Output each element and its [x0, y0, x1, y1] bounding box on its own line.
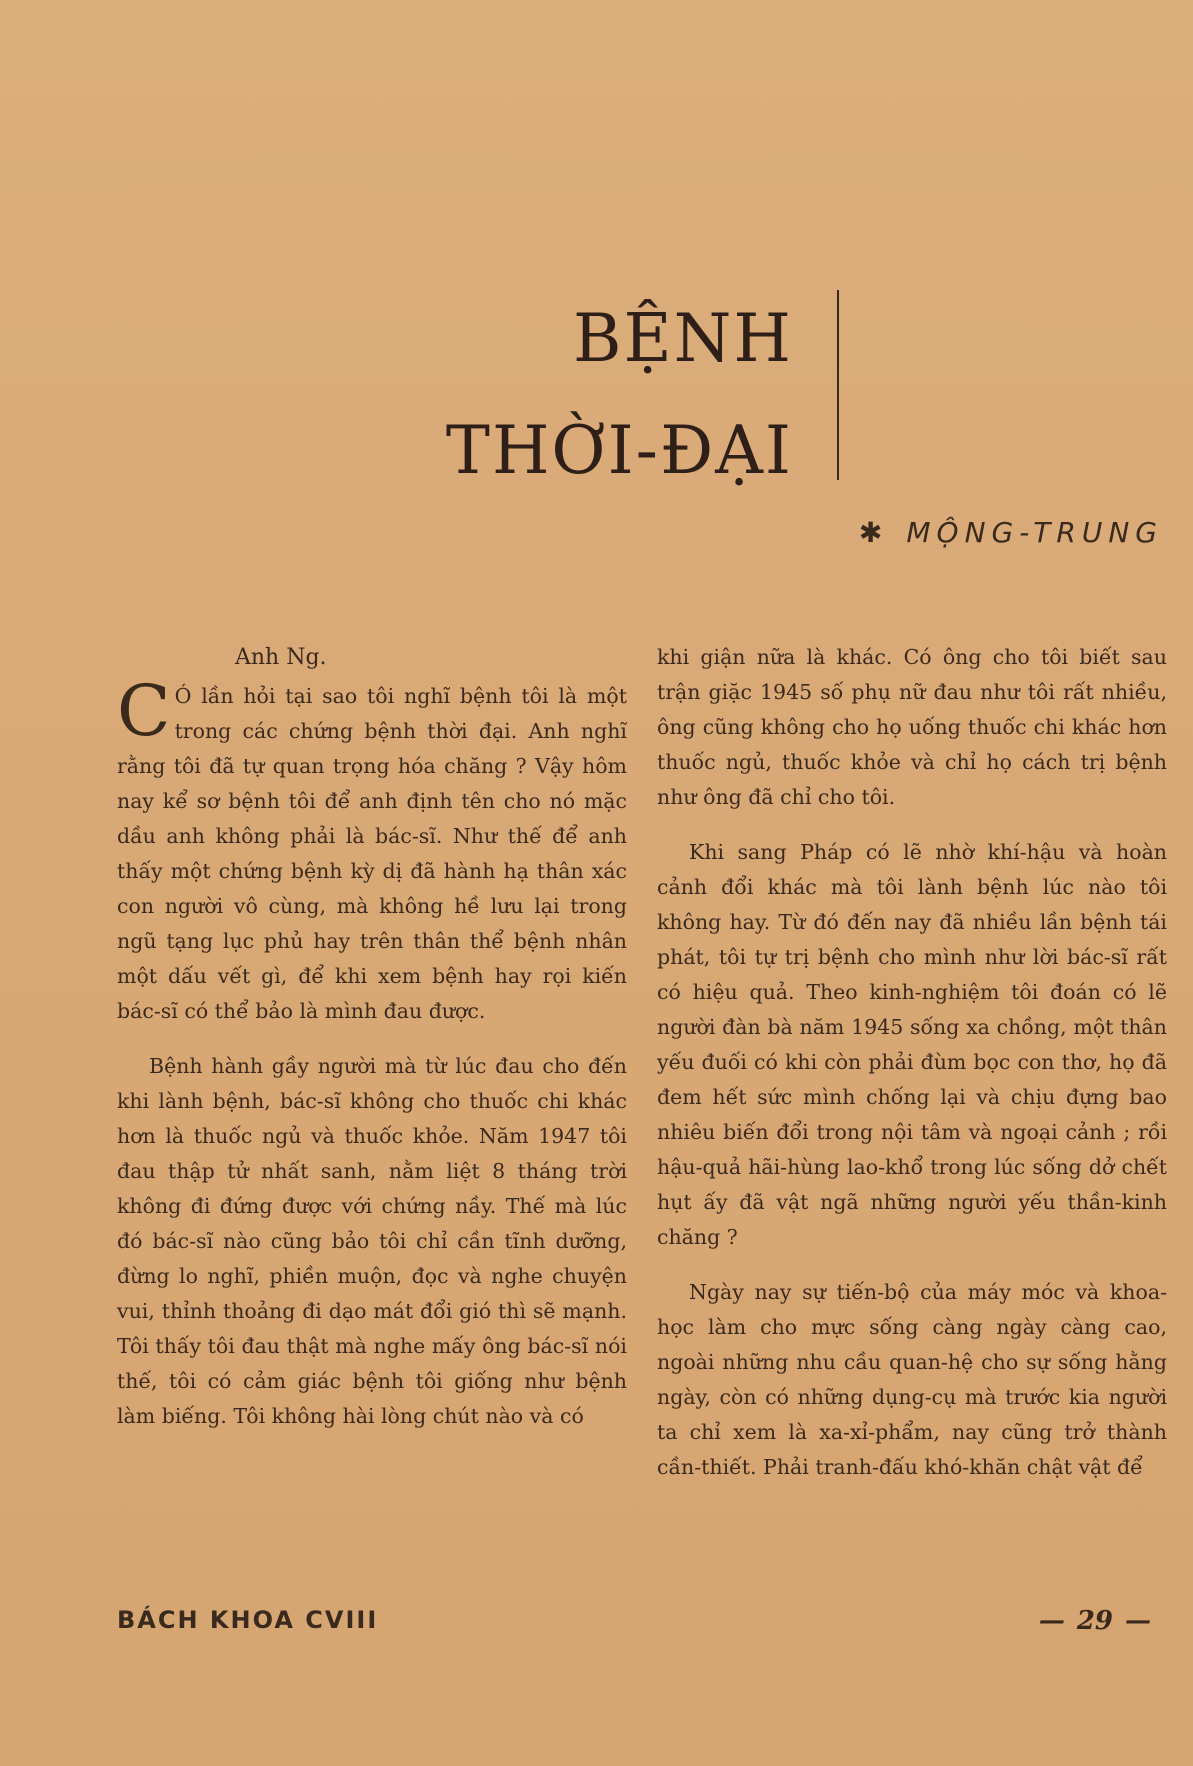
- title-divider: [837, 290, 839, 480]
- paragraph: khi giận nữa là khác. Có ông cho tôi biết sau trận giặc 1945 số phụ nữ đau như tôi rất nhiều, ông cũng không cho họ uống thuốc chi khác hơn thuốc ngủ, thuốc khỏe và chỉ họ cách trị bệnh như ông đã chỉ cho tôi.: [657, 645, 1167, 809]
- dash-left: —: [1038, 1606, 1065, 1636]
- left-text-column: [117, 640, 627, 1454]
- paragraph: [117, 670, 627, 1029]
- star-icon: ✱: [858, 516, 889, 549]
- paragraph: Khi sang Pháp có lẽ nhờ khí-hậu và hoàn cảnh đổi khác mà tôi lành bệnh lúc nào tôi không hay. Từ đó đến nay đã nhiều lần bệnh tái phát, tôi tự trị bệnh cho mình như lời bác-sĩ rất có hiệu quả. Theo kinh-nghiệm tôi đoán có lẽ người đàn bà năm 1945 sống xa chồng, một thân yếu đuối có khi còn phải đùm bọc con thơ, họ đã đem hết sức mình chống lại và chịu đựng bao nhiêu biến đổi trong nội tâm và ngoại cảnh ; rồi hậu-quả hãi-hùng lao-khổ trong lúc sống dở chết hụt ấy đã vật ngã những người yếu thần-kinh chăng ?: [657, 840, 1167, 1249]
- dash-right: —: [1125, 1606, 1151, 1636]
- paragraph-text: Ó lần hỏi tại sao tôi nghĩ bệnh tôi là một trong các chứng bệnh thời đại. Anh nghĩ rằng tôi đã tự quan trọng hóa chăng ? Vậy hôm nay kể sơ bệnh tôi để anh định tên cho nó mặc dầu anh không phải là bác-sĩ. Như thế để anh thấy một chứng bệnh kỳ dị đã hành hạ thân xác con người vô cùng, mà không hề lưu lại trong ngũ tạng lục phủ hay trên thân thể bệnh nhân một dấu vết gì, để khi xem bệnh hay rọi kiến bác-sĩ có thể bảo là mình đau được.: [117, 684, 627, 1023]
- article-title-line-2: THỜI-ĐẠI: [445, 412, 793, 489]
- publication-name: BÁCH KHOA CVIII: [117, 1606, 379, 1634]
- page-number-block: [1027, 1606, 1163, 1636]
- paragraph: Ngày nay sự tiến-bộ của máy móc và khoa-học làm cho mực sống càng ngày càng cao, ngoài những nhu cầu quan-hệ cho sự sống hằng ngày, còn có những dụng-cụ mà trước kia người ta chỉ xem là xa-xỉ-phẩm, nay cũng trở thành cần-thiết. Phải tranh-đấu khó-khăn chật vật để: [657, 1280, 1167, 1479]
- author-name: MỘNG-TRUNG: [906, 516, 1163, 549]
- salutation: Anh Ng.: [235, 645, 327, 670]
- right-text-column: [657, 640, 1167, 1505]
- drop-cap: C: [117, 670, 171, 752]
- article-title-line-1: BỆNH: [573, 300, 793, 377]
- paragraph: Bệnh hành gầy người mà từ lúc đau cho đến khi lành bệnh, bác-sĩ không cho thuốc chi khác hơn là thuốc ngủ và thuốc khỏe. Năm 1947 tôi đau thập tử nhất sanh, nằm liệt 8 tháng trời không đi đứng được với chứng nầy. Thế mà lúc đó bác-sĩ nào cũng bảo tôi chỉ cần tĩnh dưỡng, đừng lo nghĩ, phiền muộn, đọc và nghe chuyện vui, thỉnh thoảng đi dạo mát đổi gió thì sẽ mạnh. Tôi thấy tôi đau thật mà nghe mấy ông bác-sĩ nói thế, tôi có cảm giác bệnh tôi giống như bệnh làm biếng. Tôi không hài lòng chút nào và có: [117, 1054, 627, 1428]
- page-number: 29: [1076, 1606, 1113, 1636]
- author-byline: [859, 516, 1163, 549]
